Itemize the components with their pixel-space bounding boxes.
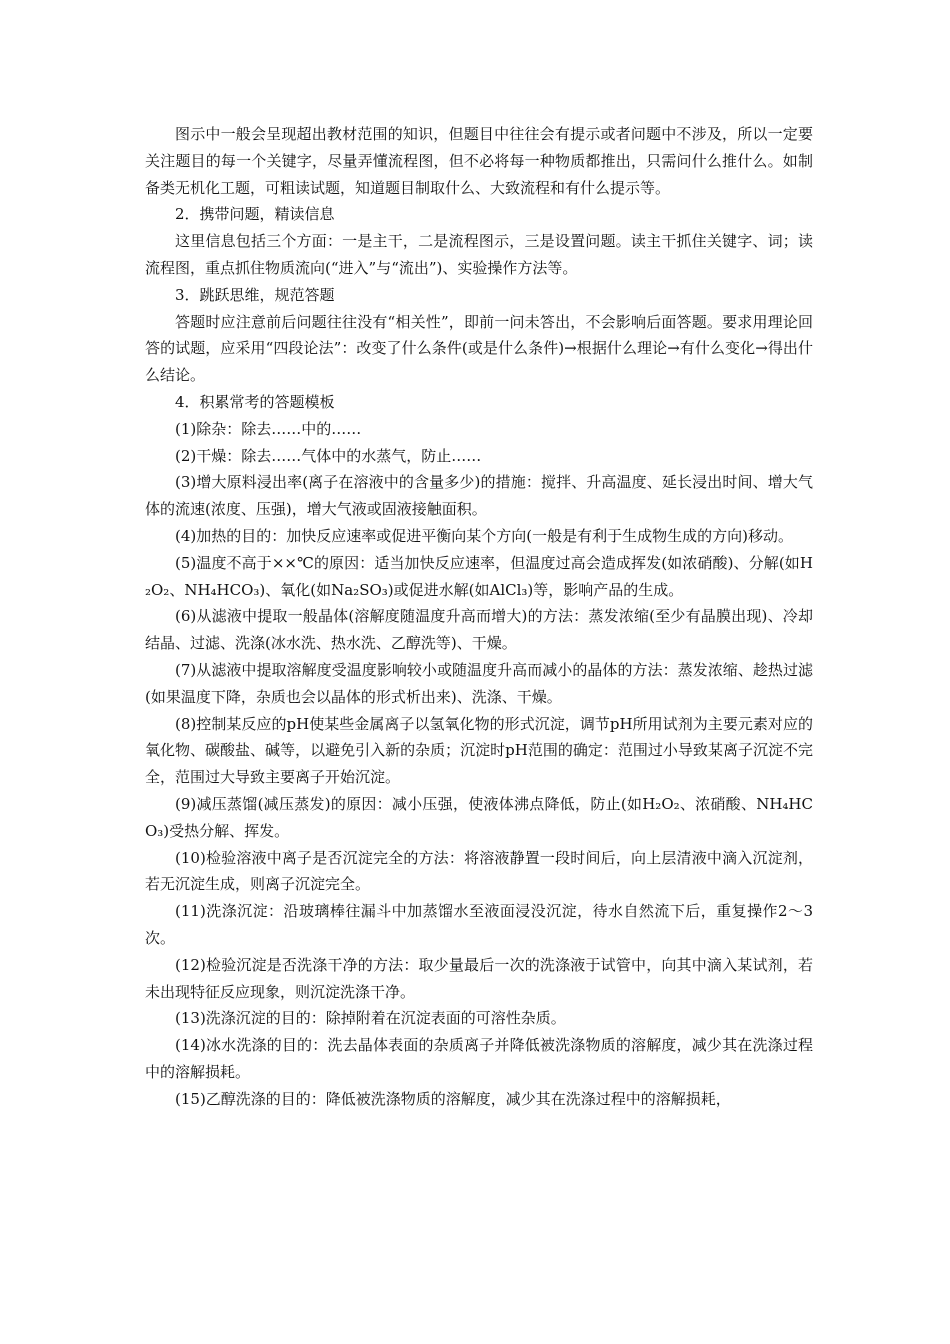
section-heading-3: 3．跳跃思维，规范答题 [175,285,335,304]
template-item-4: (4)加热的目的：加快反应速率或促进平衡向某个方向(一般是有利于生成物生成的方向)移动。 [175,526,793,545]
template-item-2: (2)干燥：除去……气体中的水蒸气，防止…… [175,446,482,465]
template-item-1: (1)除杂：除去……中的…… [175,419,362,438]
template-item-5: (5)温度不高于××℃的原因：适当加快反应速率，但温度过高会造成挥发(如浓硝酸)、分解(如H₂O₂、NH₄HCO₃)、氧化(如Na₂SO₃)或促进水解(如AlCl₃)等，影响产品的生成。 [145,553,813,599]
template-item-8: (8)控制某反应的pH使某些金属离子以氢氧化物的形式沉淀，调节pH所用试剂为主要元素对应的氧化物、碳酸盐、碱等，以避免引入新的杂质；沉淀时pH范围的确定：范围过小导致某离子沉淀不完全，范围过大导致主要离子开始沉淀。 [145,714,813,787]
template-item-10: (10)检验溶液中离子是否沉淀完全的方法：将溶液静置一段时间后，向上层清液中滴入沉淀剂，若无沉淀生成，则离子沉淀完全。 [145,848,813,894]
section-heading-4: 4．积累常考的答题模板 [175,392,335,411]
document-body [145,121,813,1112]
template-item-9: (9)减压蒸馏(减压蒸发)的原因：减小压强，使液体沸点降低，防止(如H₂O₂、浓硝酸、NH₄HCO₃)受热分解、挥发。 [145,794,813,840]
template-item-3: (3)增大原料浸出率(离子在溶液中的含量多少)的措施：搅拌、升高温度、延长浸出时间、增大气体的流速(浓度、压强)，增大气液或固液接触面积。 [145,473,813,519]
paragraph-section-3: 答题时应注意前后问题往往没有“相关性”，即前一问未答出，不会影响后面答题。要求用理论回答的试题，应采用“四段论法”：改变了什么条件(或是什么条件)→根据什么理论→有什么变化→得出什么结论。 [145,312,813,385]
section-heading-2: 2．携带问题，精读信息 [175,205,335,224]
template-item-13: (13)洗涤沉淀的目的：除掉附着在沉淀表面的可溶性杂质。 [175,1009,566,1028]
template-item-11: (11)洗涤沉淀：沿玻璃棒往漏斗中加蒸馏水至液面浸没沉淀，待水自然流下后，重复操作2～3次。 [145,902,813,947]
paragraph-intro: 图示中一般会呈现超出教材范围的知识，但题目中往往会有提示或者问题中不涉及，所以一定要关注题目的每一个关键字，尽量弄懂流程图，但不必将每一种物质都推出，只需问什么推什么。如制备类无机化工题，可粗读试题，知道题目制取什么、大致流程和有什么提示等。 [145,125,813,197]
template-item-14: (14)冰水洗涤的目的：洗去晶体表面的杂质离子并降低被洗涤物质的溶解度，减少其在洗涤过程中的溶解损耗。 [145,1036,813,1081]
template-item-6: (6)从滤液中提取一般晶体(溶解度随温度升高而增大)的方法：蒸发浓缩(至少有晶膜出现)、冷却结晶、过滤、洗涤(冰水洗、热水洗、乙醇洗等)、干燥。 [145,607,813,653]
template-item-15: (15)乙醇洗涤的目的：降低被洗涤物质的溶解度，减少其在洗涤过程中的溶解损耗， [175,1089,731,1108]
template-item-7: (7)从滤液中提取溶解度受温度影响较小或随温度升高而减小的晶体的方法：蒸发浓缩、趁热过滤(如果温度下降，杂质也会以晶体的形式析出来)、洗涤、干燥。 [145,660,813,706]
template-item-12: (12)检验沉淀是否洗涤干净的方法：取少量最后一次的洗涤液于试管中，向其中滴入某试剂，若未出现特征反应现象，则沉淀洗涤干净。 [145,955,813,1001]
paragraph-section-2: 这里信息包括三个方面：一是主干，二是流程图示，三是设置问题。读主干抓住关键字、词；读流程图，重点抓住物质流向(“进入”与“流出”)、实验操作方法等。 [145,232,813,277]
